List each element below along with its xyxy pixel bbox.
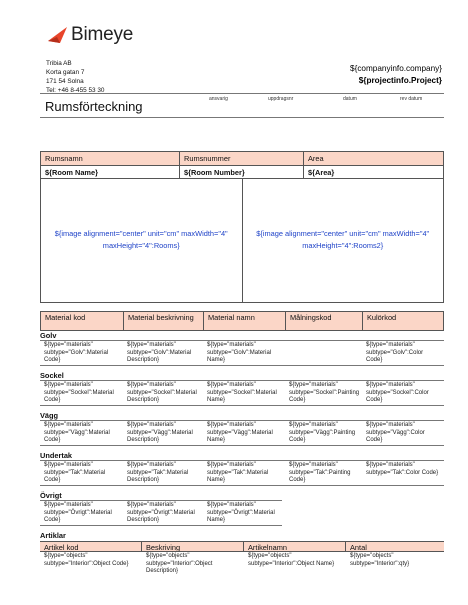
cell-material-name: ${type="materials" subtype="Tak":Material Name}: [207, 462, 269, 484]
col-article-description: Beskriving: [142, 542, 244, 551]
table-row: [40, 461, 444, 486]
section-title: Vägg: [40, 411, 444, 421]
cell-material-name: ${type="materials" subtype="Vägg":Material Name}: [207, 422, 273, 444]
room-images: [40, 178, 444, 303]
room-header-labels: [41, 152, 443, 165]
bimeye-logo: [47, 24, 133, 46]
section-vagg: [40, 411, 444, 446]
cell-color-code: ${type="materials" subtype="Golv":Color Code}: [366, 342, 424, 364]
col-article-code: Artikel kod: [40, 542, 142, 551]
section-artiklar: [40, 531, 444, 576]
table-row: [40, 501, 282, 526]
table-row: [40, 421, 444, 446]
room-number-label: Rumsnummer: [180, 152, 304, 165]
room-name-value: ${Room Name}: [41, 166, 180, 178]
col-material-description: Material beskrivning: [124, 312, 204, 330]
cell-article-description: ${type="objects" subtype="Interior":Object Description}: [146, 553, 213, 575]
col-article-qty: Antal: [350, 543, 367, 551]
cell-material-name: ${type="materials" subtype="Övrigt":Material Name}: [207, 502, 275, 524]
col-painting-code: Målningskod: [286, 312, 363, 330]
room-header-values: [41, 165, 443, 178]
cell-painting-code: [285, 341, 362, 365]
col-material-name: Material namn: [204, 312, 286, 330]
cell-painting-code: ${type="materials" subtype="Sockel":Painting Code}: [289, 382, 360, 404]
bimeye-logo-icon: [47, 24, 69, 46]
col-article-name: Artikelnamn: [244, 542, 346, 551]
cell-material-code: ${type="materials" subtype="Tak":Material Code}: [44, 462, 106, 484]
material-table-header: [40, 311, 444, 331]
cell-article-qty: ${type="objects" subtype="Interior":qty}: [350, 553, 410, 567]
meta-label-date: datum: [343, 96, 357, 102]
table-row: [40, 341, 444, 366]
company-street: Korta gatan 7: [46, 69, 85, 76]
room-image-placeholder-1: ${image alignment="center" unit="cm" maxWidth="4" maxHeight="4":Rooms}: [54, 229, 228, 250]
section-title: Golv: [40, 331, 444, 341]
cell-color-code: ${type="materials" subtype="Sockel":Color Code}: [366, 382, 429, 404]
company-name: Tribia AB: [46, 60, 72, 67]
room-name-label: Rumsnamn: [41, 152, 180, 165]
cell-material-description: ${type="materials" subtype="Övrigt":Material Description}: [127, 502, 195, 524]
section-undertak: [40, 451, 444, 486]
cell-painting-code: ${type="materials" subtype="Vägg":Painting Code}: [289, 422, 356, 444]
section-sockel: [40, 371, 444, 406]
room-header-table: [40, 151, 444, 179]
table-row: [40, 552, 444, 576]
meta-label-responsible: ansvarig: [209, 96, 228, 102]
section-title: Artiklar: [40, 531, 66, 540]
company-city: 171 54 Solna: [46, 78, 84, 85]
meta-label-rev-date: rev datum: [400, 96, 423, 102]
cell-material-name: ${type="materials" subtype="Sockel":Material Name}: [207, 382, 277, 404]
table-row: [40, 381, 444, 406]
cell-material-code: ${type="materials" subtype="Vägg":Material Code}: [44, 422, 110, 444]
brand-name: Bimeye: [71, 24, 134, 45]
col-material-code: Material kod: [41, 312, 124, 330]
room-number-value: ${Room Number}: [180, 166, 304, 178]
area-label: Area: [308, 154, 324, 163]
cell-material-description: ${type="materials" subtype="Vägg":Material Description}: [127, 422, 193, 444]
cell-material-description: ${type="materials" subtype="Sockel":Material Description}: [127, 382, 197, 404]
section-title: Sockel: [40, 371, 444, 381]
room-image-placeholder-2: ${image alignment="center" unit="cm" maxWidth="4" maxHeight="4":Rooms2}: [242, 178, 444, 302]
cell-article-name: ${type="objects" subtype="Interior":Object Name}: [248, 553, 335, 567]
cell-color-code: ${type="materials" subtype="Vägg":Color Code}: [366, 422, 425, 444]
cell-material-code: ${type="materials" subtype="Golv":Material Code}: [44, 342, 109, 364]
company-placeholder: ${companyinfo.company}: [350, 64, 442, 73]
cell-material-name: ${type="materials" subtype="Golv":Material Name}: [207, 342, 272, 364]
cell-article-code: ${type="objects" subtype="Interior":Object Code}: [44, 553, 129, 567]
col-color-code: Kulörkod: [367, 313, 397, 322]
cell-material-description: ${type="materials" subtype="Tak":Material Description}: [127, 462, 189, 484]
meta-label-assignment: uppdragsnr: [268, 96, 294, 102]
section-title: Undertak: [40, 451, 444, 461]
cell-material-code: ${type="materials" subtype="Övrigt":Material Code}: [44, 502, 112, 524]
area-value: ${Area}: [308, 168, 335, 177]
company-address: [46, 59, 104, 95]
section-golv: [40, 331, 444, 366]
articles-table-header: [40, 541, 444, 552]
section-title: Övrigt: [40, 491, 282, 501]
cell-color-code: ${type="materials" subtype="Tak":Color Code}: [366, 462, 439, 476]
project-placeholder: ${projectinfo.Project}: [358, 76, 442, 85]
company-phone: Tel: +46 8-455 53 30: [46, 87, 105, 94]
header-divider: [40, 93, 444, 94]
cell-painting-code: ${type="materials" subtype="Tak":Painting Code}: [289, 462, 351, 484]
page-title: Rumsförteckning: [45, 99, 143, 114]
title-divider: [40, 117, 444, 118]
cell-material-code: ${type="materials" subtype="Sockel":Material Code}: [44, 382, 114, 404]
cell-material-description: ${type="materials" subtype="Golv":Material Description}: [127, 342, 192, 364]
section-ovrigt: [40, 491, 282, 526]
